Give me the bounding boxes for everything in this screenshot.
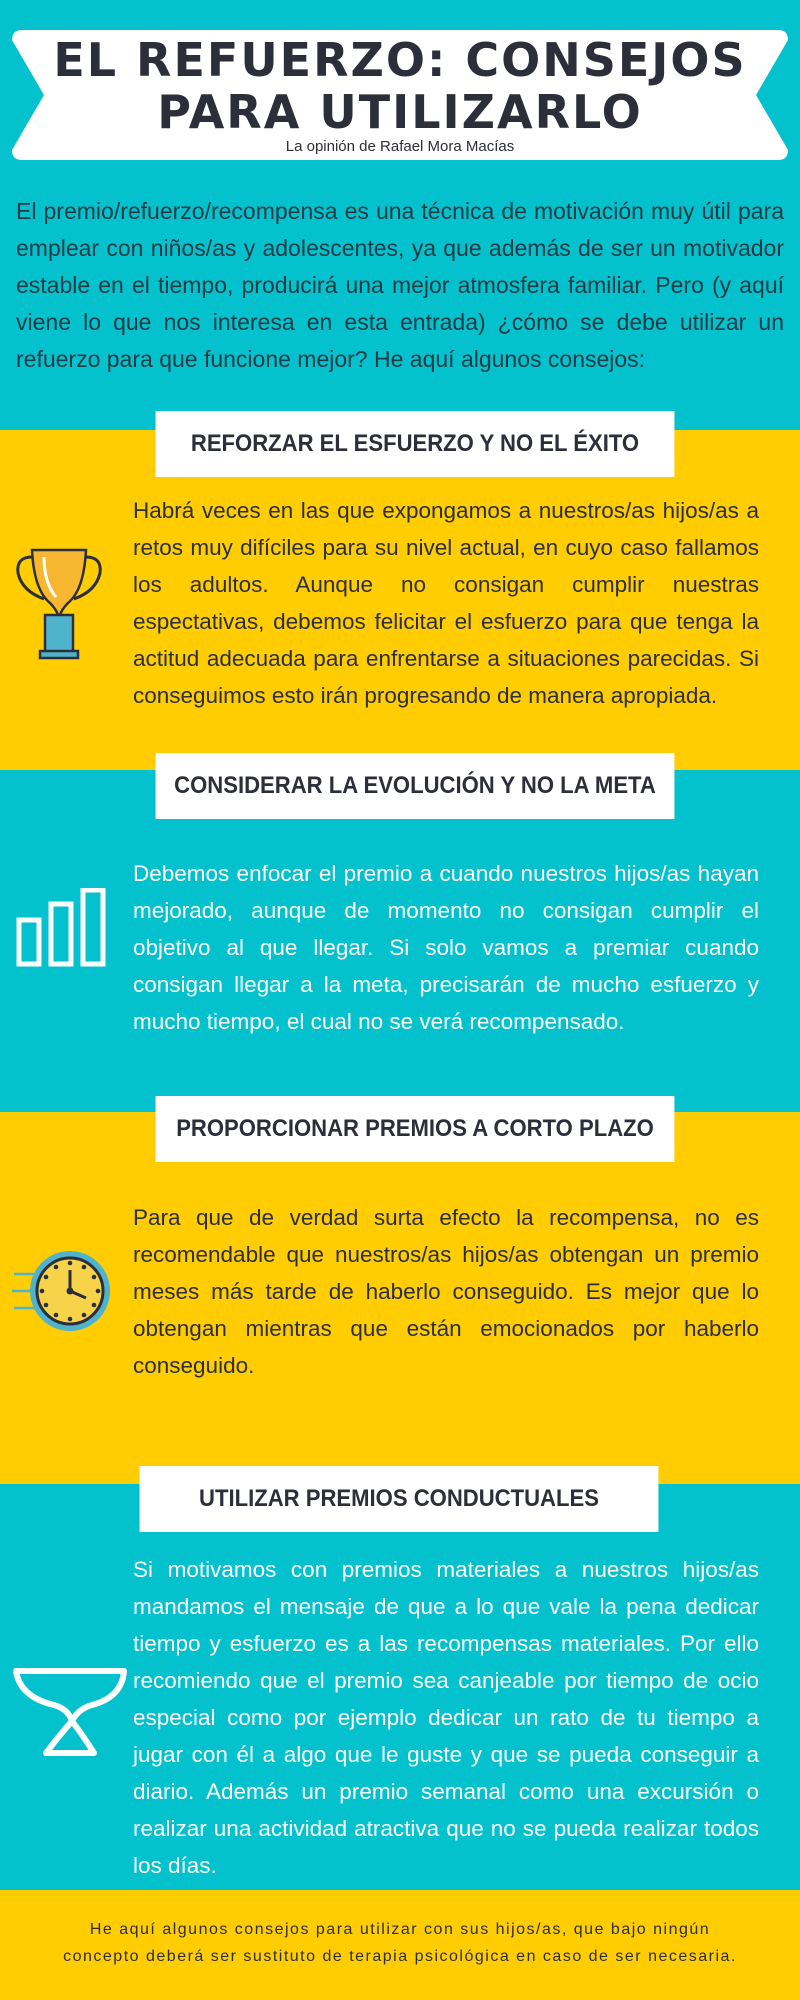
footer-note: He aquí algunos consejos para utilizar con sus hijos/as, que bajo ningún concepto deberá ser sustituto de terapia psicológica en caso de ser necesaria. [63, 1921, 737, 1965]
section-3-text: Para que de verdad surta efecto la recompensa, no es recomendable que nuestros/as hijos/as obtengan un premio meses más tarde de haberlo conseguido. Es mejor que lo obtengan mientras que están emocionados por haberlo conseguido. [133, 1205, 759, 1378]
intro-paragraph: El premio/refuerzo/recompensa es una técnica de motivación muy útil para emplear con niños/as y adolescentes, ya que además de ser un motivador estable en el tiempo, producirá una mejor atmosfera familiar. Pero (y aquí viene lo que nos interesa en esta entrada) ¿cómo se debe utilizar un refuerzo para que funcione mejor? He aquí algunos consejos: [16, 198, 784, 372]
section-4-text: Si motivamos con premios materiales a nuestros hijos/as mandamos el mensaje de que a lo que vale la pena dedicar tiempo y esfuerzo es a las recompensas materiales. Por ello recomiendo que el premio sea canjeable por tiempo de ocio especial como por ejemplo dedicar un rato de tu tiempo a jugar con él a algo que le guste y que se pueda conseguir a diario. Además un premio semanal como una excursión o realizar una actividad atractiva que no se pueda realizar todos los días. [133, 1557, 759, 1878]
page-subtitle: La opinión de Rafael Mora Macías [285, 138, 515, 155]
bar-chart-icon [16, 888, 108, 973]
page-title: EL REFUERZO: CONSEJOS PARA UTILIZARLO [53, 33, 747, 139]
section-3-heading: PROPORCIONAR PREMIOS A CORTO PLAZO [156, 1096, 675, 1162]
section-2-text: Debemos enfocar el premio a cuando nuestros hijos/as hayan mejorado, aunque de momento no consigan cumplir el objetivo al que llegar. Si solo vamos a premiar cuando consigan llegar a la meta, precisarán de mucho esfuerzo y mucho tiempo, el cual no se verá recompensado. [133, 861, 759, 1034]
section-1-heading: REFORZAR EL ESFUERZO Y NO EL ÉXITO [156, 411, 675, 477]
cup-outline-icon [12, 1665, 128, 1766]
section-1-text: Habrá veces en las que expongamos a nuestros/as hijos/as a retos muy difíciles para su nivel actual, en cuyo caso fallamos los adultos. Aunque no consigan cumplir nuestras espectativas, debemos felicitar el esfuerzo para que tenga la actitud adecuada para enfrentarse a situaciones parecidas. Si conseguimos esto irán progresando de manera apropiada. [133, 498, 759, 708]
title-banner [12, 30, 788, 160]
fast-clock-icon [12, 1246, 112, 1341]
section-2-heading: CONSIDERAR LA EVOLUCIÓN Y NO LA META [156, 753, 675, 819]
section-4-heading: UTILIZAR PREMIOS CONDUCTUALES [140, 1466, 659, 1532]
trophy-icon [14, 545, 104, 665]
